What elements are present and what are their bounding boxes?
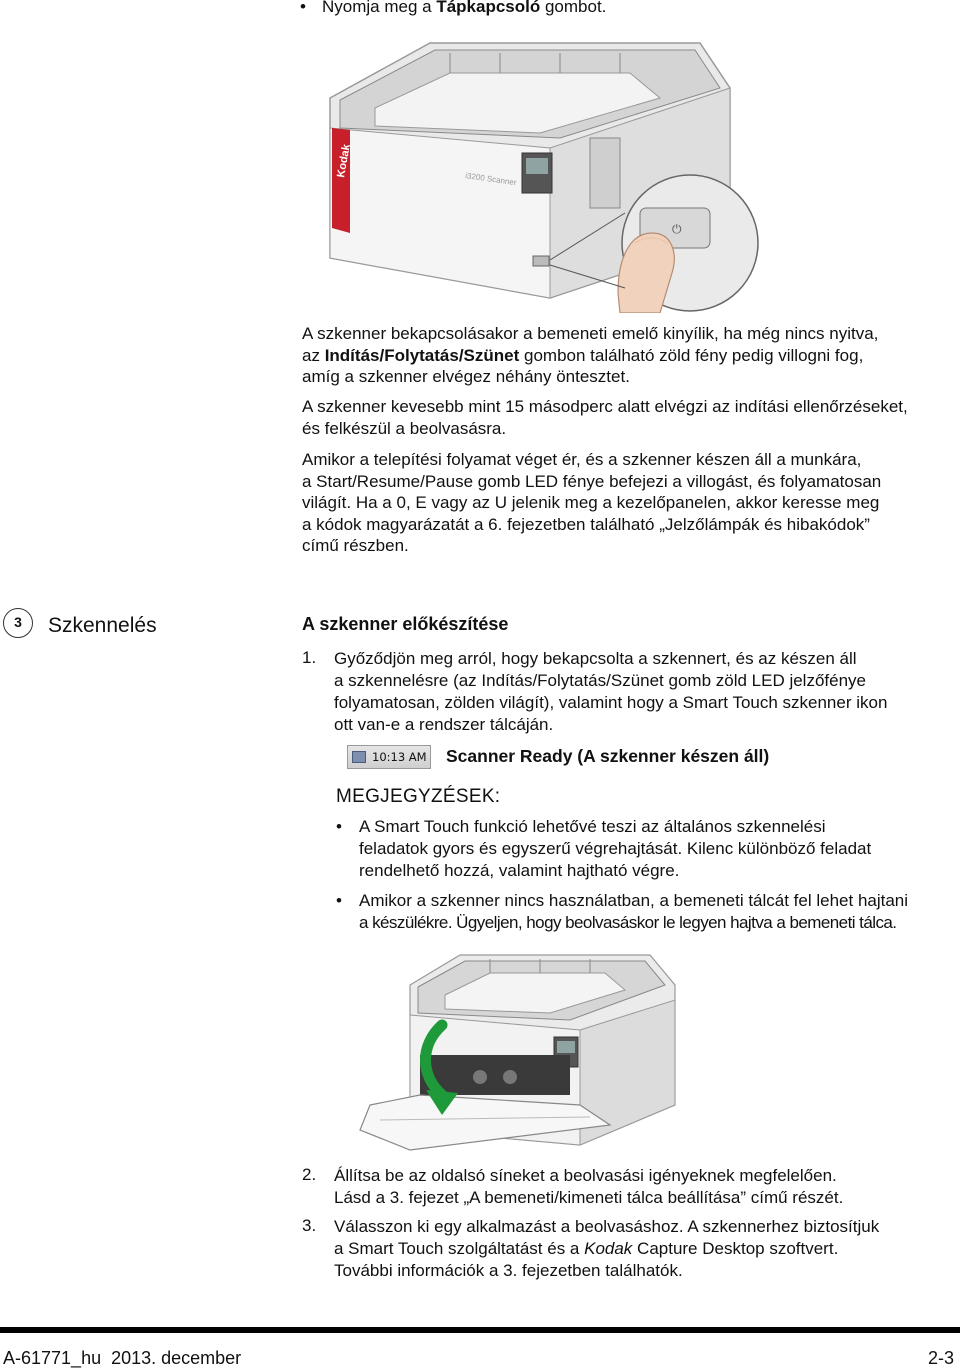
top-bullet-text: Nyomja meg a Tápkapcsoló gombot. (322, 0, 607, 16)
subsection-title: A szkenner előkészítése (302, 614, 509, 634)
text-line: A szkenner bekapcsolásakor a bemeneti emelő kinyílik, ha még nincs nyitva, (302, 324, 879, 343)
startup-check-paragraph (302, 396, 952, 439)
step-number: 1. (302, 648, 317, 667)
text-line: az Indítás/Folytatás/Szünet gombon található zöld fény pedig villogni fog, (302, 345, 864, 365)
power-icon: ⏻ (672, 222, 682, 236)
scanner-ready-label: Scanner Ready (A szkenner készen áll) (446, 746, 770, 766)
text-line: a készülékre. Ügyeljen, hogy beolvasáskor le legyen hajtva a bemeneti tálca. (359, 913, 897, 932)
section-number-badge: 3 (3, 608, 33, 638)
footer-page-number: 2-3 (927, 1348, 954, 1368)
notes-heading: MEGJEGYZÉSEK: (336, 786, 501, 807)
text-line: Győződjön meg arról, hogy bekapcsolta a szkennert, és az készen áll (334, 649, 857, 668)
text-line: További információk a 3. fejezetben találhatók. (334, 1261, 683, 1280)
text-line: Lásd a 3. fejezet „A bemeneti/kimeneti tálca beállítása” című részét. (334, 1188, 844, 1207)
footer-doc-id: A-61771_hu 2013. december (3, 1348, 242, 1368)
ready-paragraph (302, 449, 952, 557)
text-line: ott van-e a rendszer tálcáján. (334, 715, 554, 734)
text-line: A Smart Touch funkció lehetővé teszi az általános szkennelési (359, 817, 826, 836)
scanner-input-tray-illustration (350, 945, 680, 1155)
power-on-paragraph (302, 323, 952, 388)
tray-time: 10:13 AM (372, 750, 427, 764)
text-line: és felkészül a beolvasásra. (302, 418, 507, 438)
text-line: rendelhető hozzá, valamint hajtható végre. (359, 861, 680, 880)
text-line: a Smart Touch szolgáltatást és a Kodak Capture Desktop szoftvert. (334, 1239, 839, 1258)
text-line: világít. Ha a 0, E vagy az U jelenik meg a kezelőpanelen, akkor keresse meg (302, 493, 880, 512)
text-line: folyamatosan, zölden világít), valamint hogy a Smart Touch szkenner ikon (334, 693, 888, 712)
bullet-dot: • (336, 891, 342, 910)
model-label: i3200 Scanner (464, 171, 518, 188)
bullet-dot: • (336, 817, 342, 836)
note-bullet (336, 890, 958, 934)
bullet-dot: • (300, 0, 306, 16)
step-1 (302, 648, 957, 736)
text-line: A szkenner kevesebb mint 15 másodperc alatt elvégzi az indítási ellenőrzéseket, (302, 397, 908, 416)
text-line: feladatok gyors és egyszerű végrehajtását. Kilenc különböző feladat (359, 839, 872, 858)
text-line: a Start/Resume/Pause gomb LED fénye befejezi a villogást, és folyamatosan (302, 471, 882, 491)
step-number: 3. (302, 1216, 317, 1235)
text-line: című részben. (302, 536, 409, 555)
note-bullet (336, 816, 958, 882)
text-line: Válasszon ki egy alkalmazást a beolvasáshoz. A szkennerhez biztosítjuk (334, 1217, 880, 1236)
step-3 (302, 1216, 957, 1282)
footer-rule (0, 1327, 960, 1333)
text-line: Amikor a szkenner nincs használatban, a bemeneti tálcát fel lehet hajtani (359, 891, 909, 910)
step-number: 2. (302, 1165, 317, 1184)
system-tray-clock (347, 745, 431, 769)
text-line: Amikor a telepítési folyamat véget ér, és a szkenner készen áll a munkára, (302, 450, 862, 469)
smart-touch-tray-icon (352, 751, 366, 763)
brand-logo: Kodak (335, 143, 353, 179)
text-line: a kódok magyarázatát a 6. fejezetben található „Jelzőlámpák és hibakódok” (302, 514, 870, 534)
text-line: Állítsa be az oldalsó síneket a beolvasási igényeknek megfelelően. (334, 1166, 837, 1185)
scanner-power-button-illustration (300, 28, 780, 313)
text-line: a szkennelésre (az Indítás/Folytatás/Szünet gomb zöld LED jelzőfénye (334, 671, 867, 690)
section-title: Szkennelés (48, 614, 157, 637)
step-2 (302, 1165, 957, 1209)
text-line: amíg a szkenner elvégez néhány öntesztet. (302, 367, 630, 386)
